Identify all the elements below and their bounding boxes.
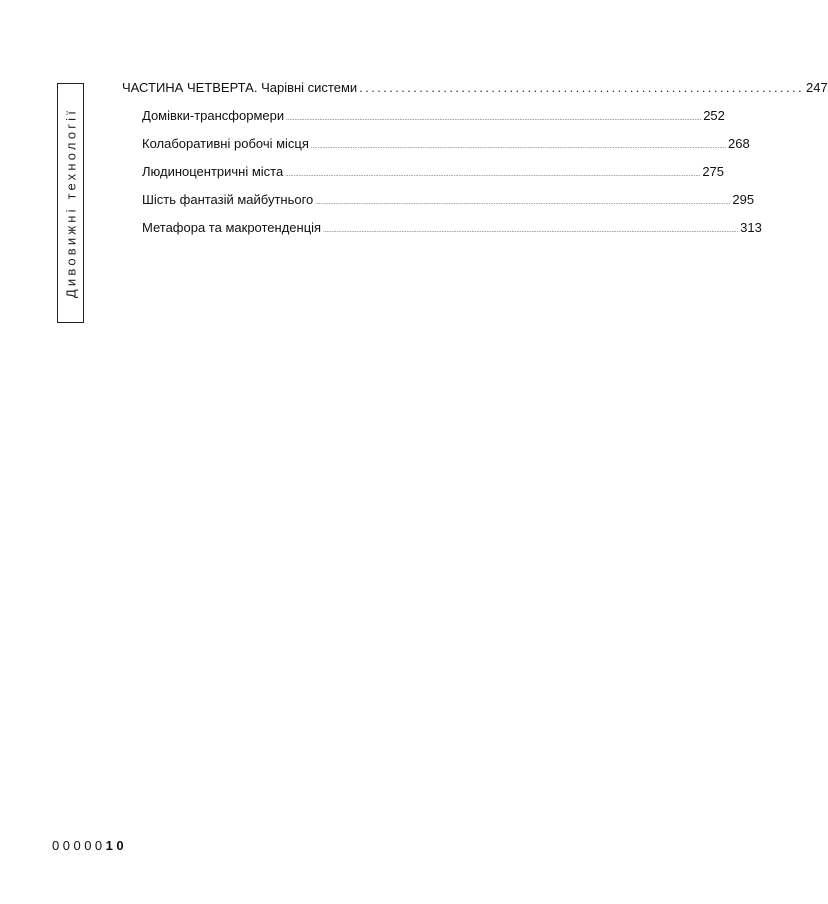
toc-chapter-label: Домівки-трансформери: [142, 108, 285, 123]
toc-chapter-label: Шість фантазій майбутнього: [142, 192, 314, 207]
page-number: [52, 838, 127, 853]
toc-part-page: 247: [806, 80, 828, 95]
toc-part-label: ЧАСТИНА ЧЕТВЕРТА. Чарівні системи: [122, 80, 358, 95]
running-title-box: [57, 83, 84, 323]
toc-chapter-entry[interactable]: [122, 192, 755, 220]
toc-chapter-page: 268: [728, 136, 750, 151]
page-number-prefix: 00000: [52, 838, 106, 853]
table-of-contents: [122, 80, 828, 248]
toc-leader-dots: .........................................................................................................................................................................................................................................................: [323, 228, 739, 234]
toc-chapter-entry[interactable]: [122, 136, 750, 164]
running-title: Дивовижні технології: [63, 107, 78, 299]
toc-chapter-label: Метафора та макротенденція: [142, 220, 322, 235]
toc-leader-dots: .........................................................................................................................................................................................................................................................: [285, 172, 701, 178]
toc-chapter-entry[interactable]: [122, 164, 725, 192]
toc-leader-dots: .........................................................................................................................................................................................................................................................: [310, 144, 727, 150]
toc-chapter-entry[interactable]: [122, 220, 762, 248]
toc-chapter-page: 275: [702, 164, 725, 179]
toc-chapter-label: Колаборативні робочі місця: [142, 136, 309, 151]
toc-chapter-page: 313: [740, 220, 762, 235]
toc-chapter-page: 295: [732, 192, 755, 207]
toc-chapter-entry[interactable]: [122, 108, 725, 136]
toc-chapter-label: Людиноцентричні міста: [142, 164, 284, 179]
page-number-value: 10: [105, 838, 128, 853]
toc-chapter-page: 252: [703, 108, 725, 123]
toc-part-entry[interactable]: [122, 80, 828, 108]
toc-leader-dots: ..........................................................................: [359, 80, 805, 95]
toc-leader-dots: .........................................................................................................................................................................................................................................................: [286, 116, 702, 122]
toc-leader-dots: .........................................................................................................................................................................................................................................................: [315, 200, 731, 206]
